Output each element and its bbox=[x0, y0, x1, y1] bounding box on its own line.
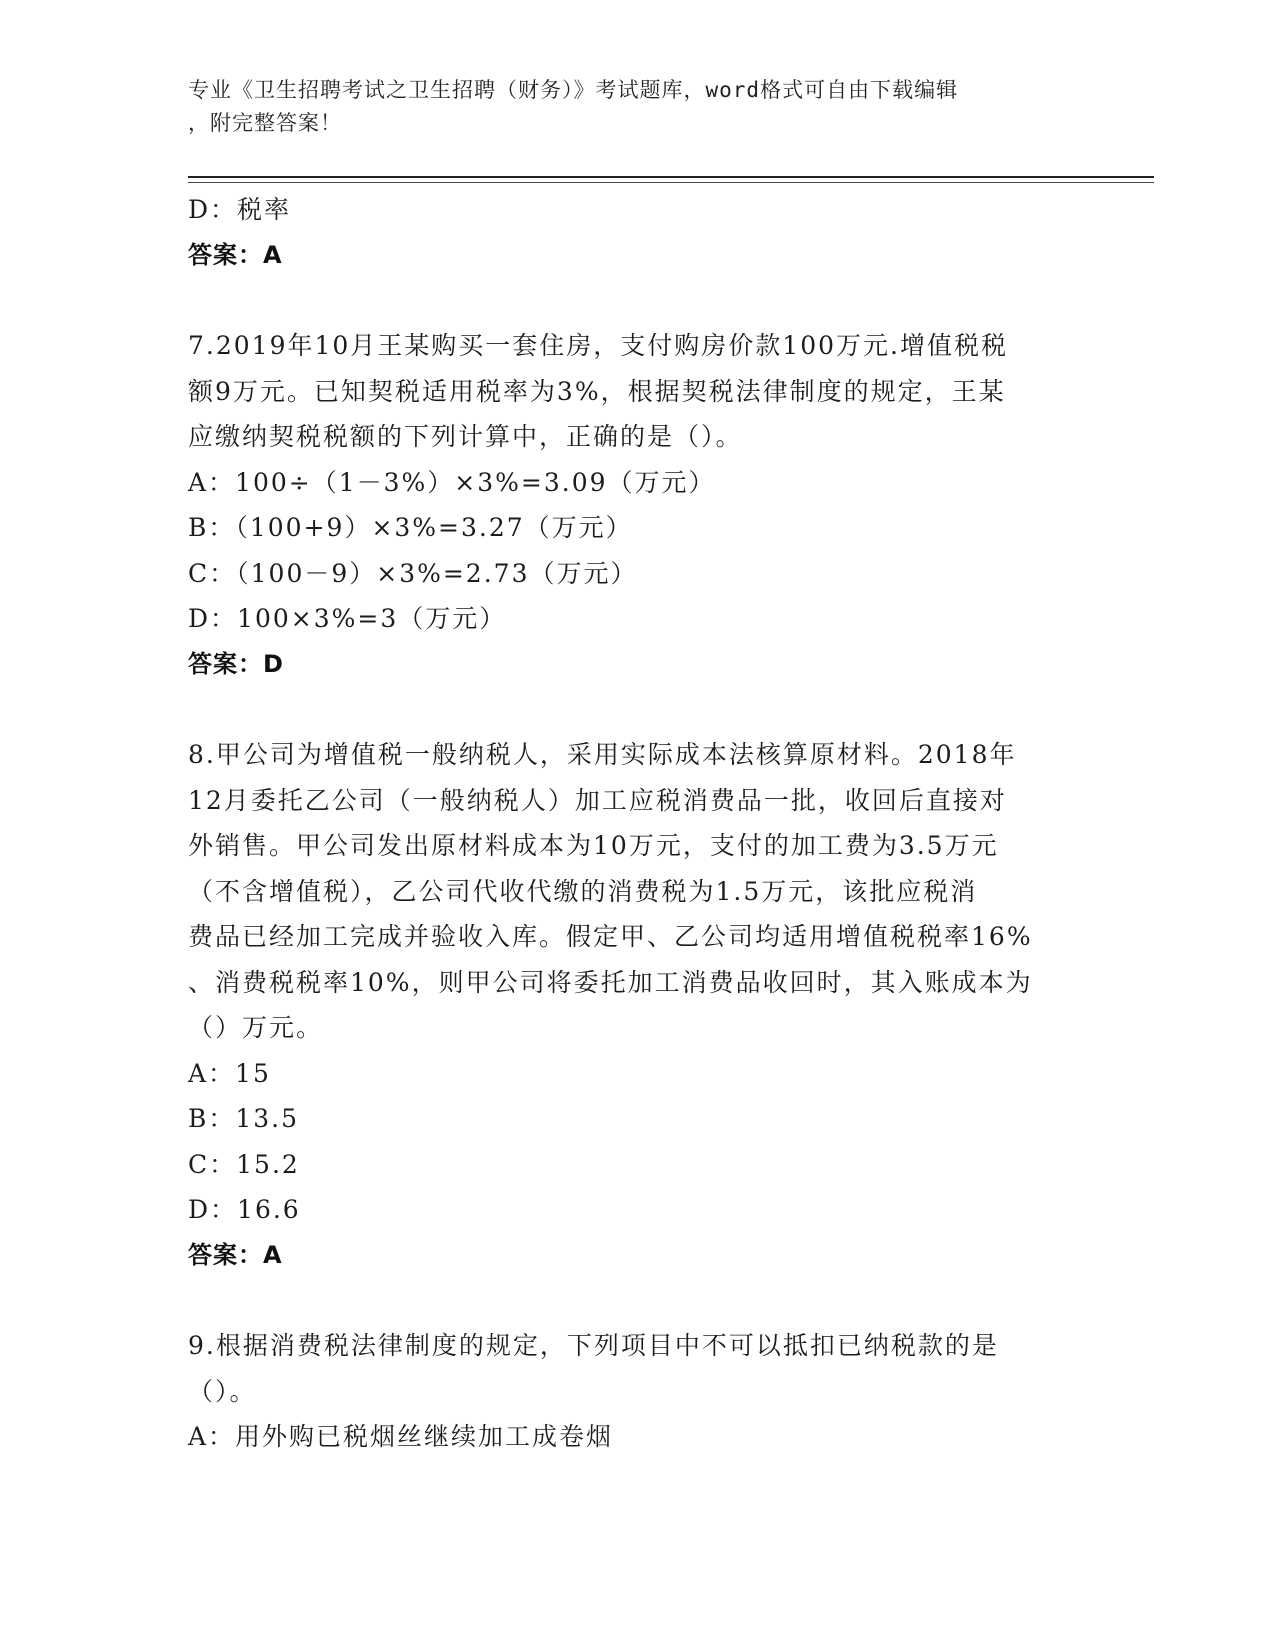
option-a: A：用外购已税烟丝继续加工成卷烟 bbox=[188, 1422, 614, 1451]
question-text-line: 应缴纳契税税额的下列计算中，正确的是（）。 bbox=[188, 422, 743, 451]
question-8 bbox=[188, 732, 1088, 1278]
option-d: D：100×3%=3（万元） bbox=[188, 604, 507, 633]
option-d: D：税率 bbox=[188, 195, 292, 224]
header-line-1: 专业《卫生招聘考试之卫生招聘（财务）》考试题库，word格式可自由下载编辑 bbox=[188, 78, 959, 102]
option-c: C：15.2 bbox=[188, 1149, 300, 1179]
spacer bbox=[188, 1278, 1088, 1323]
question-text-line: （）。 bbox=[188, 1376, 257, 1406]
header-divider-thick bbox=[188, 176, 1154, 178]
header-line-2: ，附完整答案！ bbox=[188, 111, 342, 135]
question-text-line: 8.甲公司为增值税一般纳税人，采用实际成本法核算原材料。2018年 bbox=[188, 740, 1017, 769]
answer-line: 答案：D bbox=[188, 649, 284, 678]
page-header bbox=[188, 74, 1078, 140]
header-divider-thin bbox=[188, 182, 1154, 183]
option-b: B：（100+9）×3%=3.27（万元） bbox=[188, 513, 633, 542]
question-text-line: 外销售。甲公司发出原材料成本为10万元，支付的加工费为3.5万元 bbox=[188, 831, 999, 860]
option-a: A：15 bbox=[188, 1058, 271, 1088]
answer-line: 答案：A bbox=[188, 240, 283, 269]
question-7 bbox=[188, 323, 1088, 687]
question-6-tail bbox=[188, 187, 1088, 278]
spacer bbox=[188, 687, 1088, 732]
question-text-line: 、消费税税率10%，则甲公司将委托加工消费品收回时，其入账成本为 bbox=[188, 967, 1033, 997]
question-content bbox=[188, 187, 1088, 1460]
question-9 bbox=[188, 1323, 1088, 1460]
option-c: C：（100－9）×3%=2.73（万元） bbox=[188, 558, 638, 588]
option-d: D：16.6 bbox=[188, 1195, 301, 1224]
spacer bbox=[188, 278, 1088, 323]
question-text-line: （）万元。 bbox=[188, 1013, 324, 1042]
option-a: A：100÷（1－3%）×3%=3.09（万元） bbox=[188, 467, 716, 497]
option-b: B：13.5 bbox=[188, 1104, 300, 1133]
answer-line: 答案：A bbox=[188, 1240, 283, 1269]
question-text-line: 额9万元。已知契税适用税率为3%，根据契税法律制度的规定，王某 bbox=[188, 376, 1006, 406]
question-text-line: 费品已经加工完成并验收入库。假定甲、乙公司均适用增值税税率16% bbox=[188, 922, 1033, 951]
question-text-line: 12月委托乙公司（一般纳税人）加工应税消费品一批，收回后直接对 bbox=[188, 785, 1007, 815]
question-text-line: 9.根据消费税法律制度的规定，下列项目中不可以抵扣已纳税款的是 bbox=[188, 1331, 999, 1360]
question-text-line: 7.2019年10月王某购买一套住房，支付购房价款100万元.增值税税 bbox=[188, 331, 1008, 360]
question-text-line: （不含增值税），乙公司代收代缴的消费税为1.5万元，该批应税消 bbox=[188, 876, 978, 906]
